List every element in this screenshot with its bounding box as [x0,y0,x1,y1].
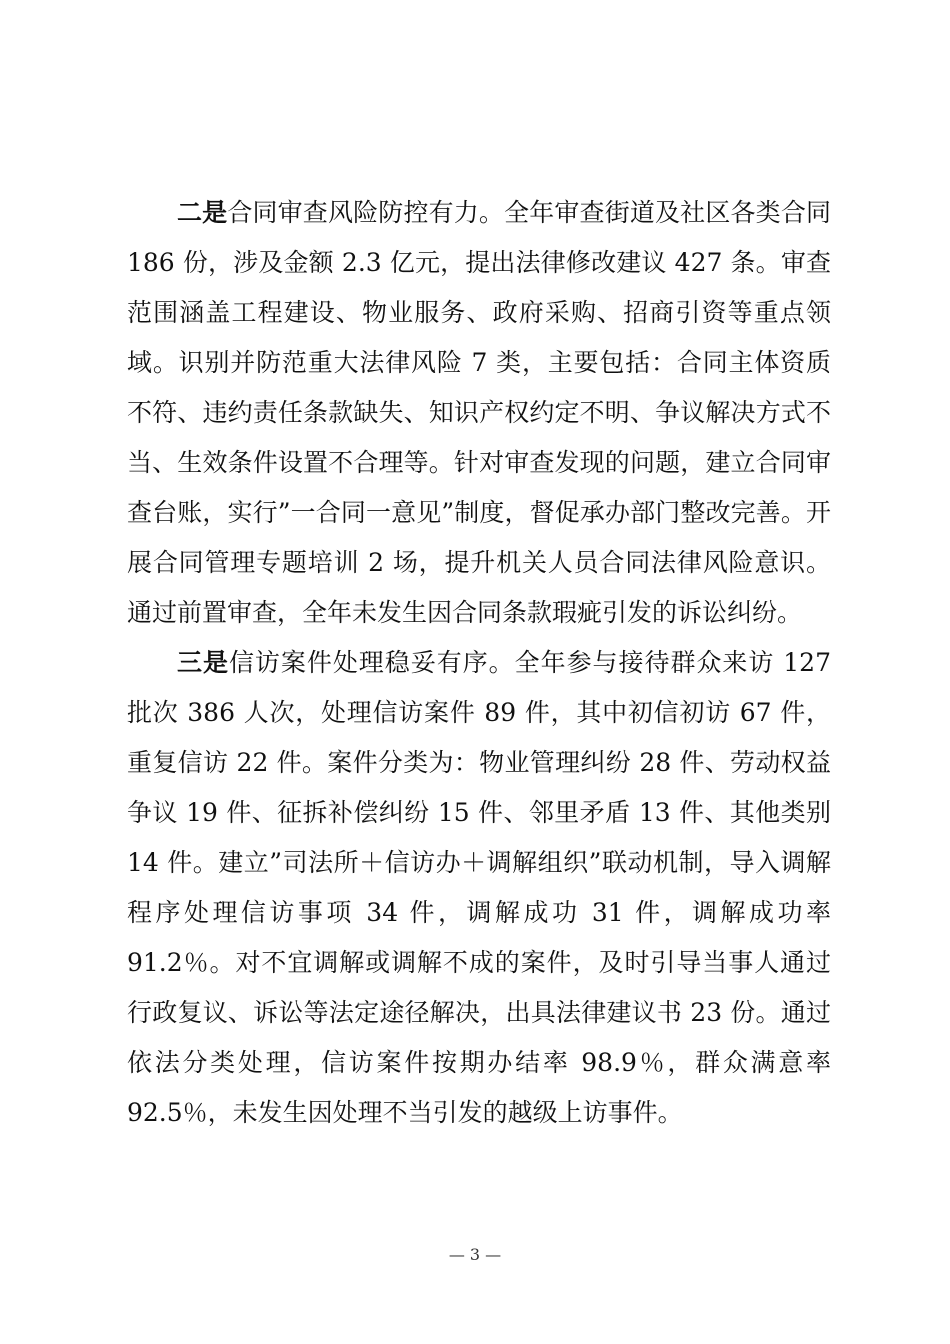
paragraph-petition-cases [127,638,831,1138]
paragraph-text: 信访案件处理稳妥有序。全年参与接待群众来访 127 批次 386 人次，处理信访案件 89 件，其中初信初访 67 件，重复信访 22 件。案件分类为：物业管理纠纷 28 件、劳动权益争议 19 件、征拆补偿纠纷 15 件、邻里矛盾 13 件、其他类别 14 件。建立”司法所＋信访办＋调解组织”联动机制，导入调解程序处理信访事项 34 件，调解成功 31 件，调解成功率 91.2％。对不宜调解或调解不成的案件，及时引导当事人通过行政复议、诉讼等法定途径解决，出具法律建议书 23 份。通过依法分类处理，信访案件按期办结率 98.9％，群众满意率 92.5％，未发生因处理不当引发的越级上访事件。 [127,648,831,1127]
paragraph-text: 合同审查风险防控有力。全年审查街道及社区各类合同 186 份，涉及金额 2.3 亿元，提出法律修改建议 427 条。审查范围涵盖工程建设、物业服务、政府采购、招商引资等重点领域。识别并防范重大法律风险 7 类，主要包括：合同主体资质不符、违约责任条款缺失、知识产权约定不明、争议解决方式不当、生效条件设置不合理等。针对审查发现的问题，建立合同审查台账，实行”一合同一意见”制度，督促承办部门整改完善。开展合同管理专题培训 2 场，提升机关人员合同法律风险意识。通过前置审查，全年未发生因合同条款瑕疵引发的诉讼纠纷。 [127,198,831,627]
document-body [127,188,831,1138]
paragraph-lead: 三是 [177,648,229,677]
paragraph-lead: 二是 [177,198,228,227]
paragraph-contract-review [127,188,831,638]
page-number: — 3 — [448,1245,502,1264]
